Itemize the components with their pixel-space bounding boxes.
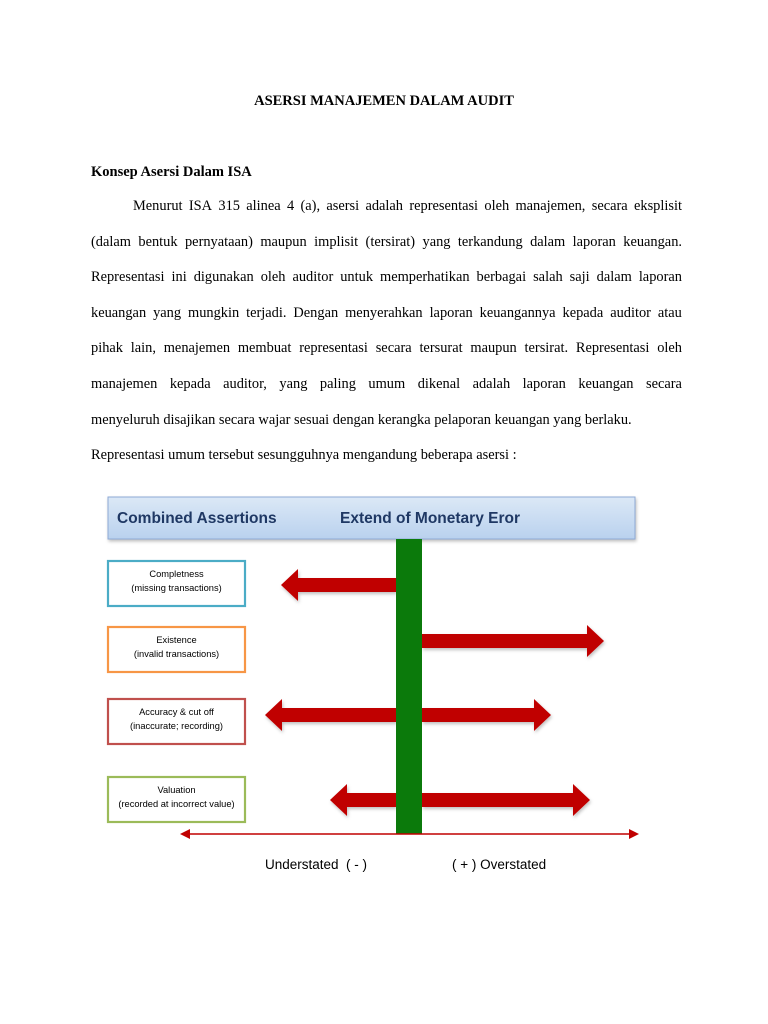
header-right-label: Extend of Monetary Eror <box>340 510 520 527</box>
assertion-row <box>108 699 551 744</box>
axis-right-arrowhead <box>629 829 639 839</box>
paragraph-line: menyeluruh disajikan secara wajar sesuai dengan kerangka pelaporan keuangan yang berlaku. <box>91 411 632 428</box>
paragraph-line: pihak lain, menajemen membuat representasi secara tersurat maupun tersirat. Representasi oleh <box>91 340 682 357</box>
assertion-name: Existence <box>156 635 197 645</box>
understated-arrow <box>265 699 396 731</box>
assertion-name: Accuracy & cut off <box>139 707 214 717</box>
header-left-label: Combined Assertions <box>117 510 277 527</box>
diagram-header <box>108 497 635 539</box>
assertion-detail: (missing transactions) <box>131 583 222 593</box>
paragraph-line: Representasi umum tersebut sesungguhnya mengandung beberapa asersi : <box>91 447 517 464</box>
assertion-detail: (invalid transactions) <box>133 649 220 659</box>
section-heading: Konsep Asersi Dalam ISA <box>91 164 252 180</box>
assertion-row <box>108 561 396 606</box>
overstated-arrow <box>422 625 604 657</box>
understated-arrow <box>330 784 396 816</box>
assertion-name: Valuation <box>157 785 196 795</box>
overstated-arrow <box>422 784 590 816</box>
assertion-row <box>108 625 604 672</box>
paragraph-line: manajemen kepada auditor, yang paling umum dikenal adalah laporan keuangan secara <box>91 375 682 392</box>
paragraph-line: keuangan yang mungkin terjadi. Dengan menyerahkan laporan keuangannya kepada auditor atau <box>91 304 682 321</box>
understated-arrow <box>281 569 396 601</box>
assertion-row <box>108 777 590 822</box>
assertion-rows <box>108 561 604 822</box>
paragraph-line: (dalam bentuk pernyataan) maupun implisit (tersirat) yang terkandung dalam laporan keuangan. <box>91 233 682 250</box>
axis-left-arrowhead <box>180 829 190 839</box>
understated-label: Understated ( - ) <box>265 857 368 872</box>
document-title: ASERSI MANAJEMEN DALAM AUDIT <box>254 93 514 109</box>
assertion-name: Completness <box>149 569 204 579</box>
center-bar <box>396 539 422 834</box>
overstated-arrow <box>422 699 551 731</box>
overstated-label: ( + ) Overstated <box>452 857 547 872</box>
paragraph-line: Representasi ini digunakan oleh auditor untuk memperhatikan berbagai salah saji dalam laporan <box>91 269 682 286</box>
assertion-detail: (recorded at incorrect value) <box>118 799 235 809</box>
paragraph-line: Menurut ISA 315 alinea 4 (a), asersi adalah representasi oleh manajemen, secara eksplisit <box>133 198 682 214</box>
assertion-detail: (inaccurate; recording) <box>129 721 224 731</box>
